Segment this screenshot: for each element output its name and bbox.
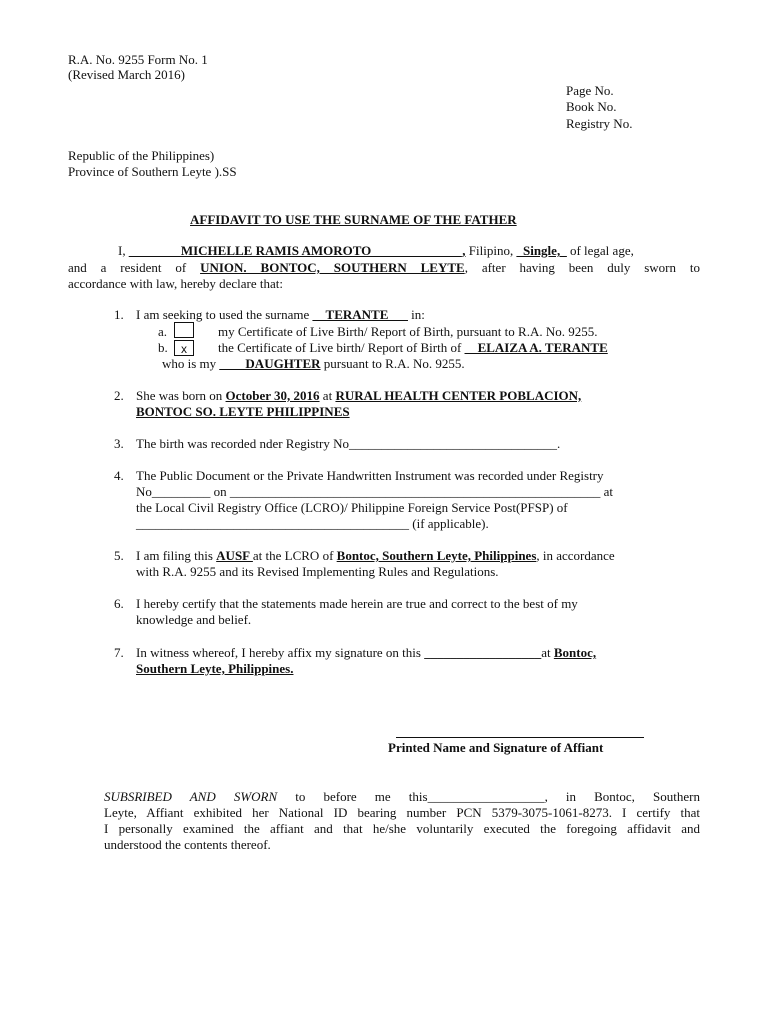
child-relation: ____DAUGHTER (219, 356, 321, 371)
item-5-number: 5. (114, 548, 124, 563)
intro-i: I, (118, 243, 126, 258)
father-surname: __TERANTE___ (312, 307, 408, 322)
item-6-number: 6. (114, 596, 124, 611)
item-7-number: 7. (114, 645, 124, 660)
accordance-text: , in accordance (536, 548, 615, 563)
province-line: Province of Southern Leyte ).SS (68, 164, 237, 179)
ausf-term: AUSF (216, 548, 253, 563)
republic-line: Republic of the Philippines) (68, 148, 215, 163)
intro-line-3: accordance with law, hereby declare that: (68, 276, 283, 291)
option-b-line (218, 340, 608, 356)
child-name: __ELAIZA A. TERANTE (464, 340, 608, 355)
item-1-line (136, 307, 425, 323)
item-4-line-1: The Public Document or the Private Handwritten Instrument was recorded under Registry (136, 468, 604, 483)
signature-label: Printed Name and Signature of Affiant (388, 740, 604, 755)
intro-sworn: , after having been duly sworn to (464, 260, 700, 275)
item-4-line-2: No_________ on _________________________________________________________ at (136, 484, 614, 499)
birth-place-line-1: RURAL HEALTH CENTER POBLACION, (335, 388, 582, 403)
item-5-line-2: with R.A. 9255 and its Revised Implementing Rules and Regulations. (136, 564, 499, 579)
who-is-my: who is my (162, 356, 220, 371)
option-a-checkbox[interactable] (174, 322, 194, 338)
intro-resident: and a resident of (68, 260, 201, 275)
witness-place-1: Bontoc, (553, 645, 597, 660)
item-4-line-3: the Local Civil Registry Office (LCRO)/ Philippine Foreign Service Post(PFSP) of (136, 500, 568, 515)
affidavit-title: AFFIDAVIT TO USE THE SURNAME OF THE FATHER (190, 212, 517, 227)
birth-date: October 30, 2016 (225, 388, 320, 403)
intro-line-2 (68, 260, 700, 276)
option-b-label: b. (158, 340, 168, 355)
subscribed-sworn: SUBSRIBED AND SWORN (104, 789, 278, 804)
lcro-text: at the LCRO of (252, 548, 337, 563)
pursuant-text: pursuant to R.A. No. 9255. (320, 356, 465, 371)
item-3-text: The birth was recorded nder Registry No________________________________. (136, 436, 561, 451)
item-1-text: I am seeking to used the surname (136, 307, 313, 322)
item-2-line-1 (136, 388, 581, 404)
intro-nationality: Filipino, (465, 243, 517, 258)
jurat-line-4: understood the contents thereof. (104, 837, 271, 852)
jurat-line-2: Leyte, Affiant exhibited her National ID bearing number PCN 5379-3075-1061-8273. I certify that (104, 805, 700, 820)
book-no-label: Book No. (566, 99, 617, 114)
option-b-text: the Certificate of Live birth/ Report of Birth of (218, 340, 465, 355)
birth-place-line-2: BONTOC SO. LEYTE PHILIPPINES (136, 404, 350, 419)
jurat-line-3: I personally examined the affiant and that he/she voluntarily executed the foregoing affidavit and (104, 821, 700, 836)
jurat-line-1-rest: to before me this__________________, in Bontoc, Southern (277, 789, 700, 804)
witness-place-2: Southern Leyte, Philippines. (136, 661, 294, 676)
civil-status: _Single,_ (516, 243, 567, 258)
item-6-line-2: knowledge and belief. (136, 612, 252, 627)
item-1-number: 1. (114, 307, 124, 322)
item-5-line-1 (136, 548, 615, 564)
affiant-address: UNION. BONTOC, SOUTHERN LEYTE (200, 260, 465, 275)
witness-at: at (541, 645, 554, 660)
born-at-text: at (319, 388, 336, 403)
form-revision: (Revised March 2016) (68, 67, 185, 82)
option-a-label: a. (158, 324, 168, 339)
item-3-number: 3. (114, 436, 124, 451)
item-1-in: in: (407, 307, 425, 322)
item-4-number: 4. (114, 468, 124, 483)
form-number: R.A. No. 9255 Form No. 1 (68, 52, 208, 67)
item-7-line-1 (136, 645, 596, 661)
filing-text: I am filing this (136, 548, 217, 563)
witness-text: In witness whereof, I hereby affix my signature on this (136, 645, 425, 660)
intro-age: of legal age, (566, 243, 634, 258)
born-on-text: She was born on (136, 388, 226, 403)
item-6-line-1: I hereby certify that the statements made herein are true and correct to the best of my (136, 596, 578, 611)
signature-line (396, 737, 644, 738)
affiant-name: ________MICHELLE RAMIS AMOROTO______________, (128, 243, 466, 258)
option-a-text: my Certificate of Live Birth/ Report of Birth, pursuant to R.A. No. 9255. (218, 324, 598, 339)
item-2-number: 2. (114, 388, 124, 403)
item-4-line-4: __________________________________________ (if applicable). (136, 516, 489, 531)
registry-no-label: Registry No. (566, 116, 633, 131)
jurat-line-1 (104, 789, 700, 805)
page-no-label: Page No. (566, 83, 614, 98)
intro-line-1 (118, 243, 634, 259)
signature-date-blank: __________________ (424, 645, 542, 660)
filing-place: Bontoc, Southern Leyte, Philippines (336, 548, 537, 563)
relation-line (162, 356, 465, 372)
option-b-checkbox[interactable]: x (174, 340, 194, 356)
